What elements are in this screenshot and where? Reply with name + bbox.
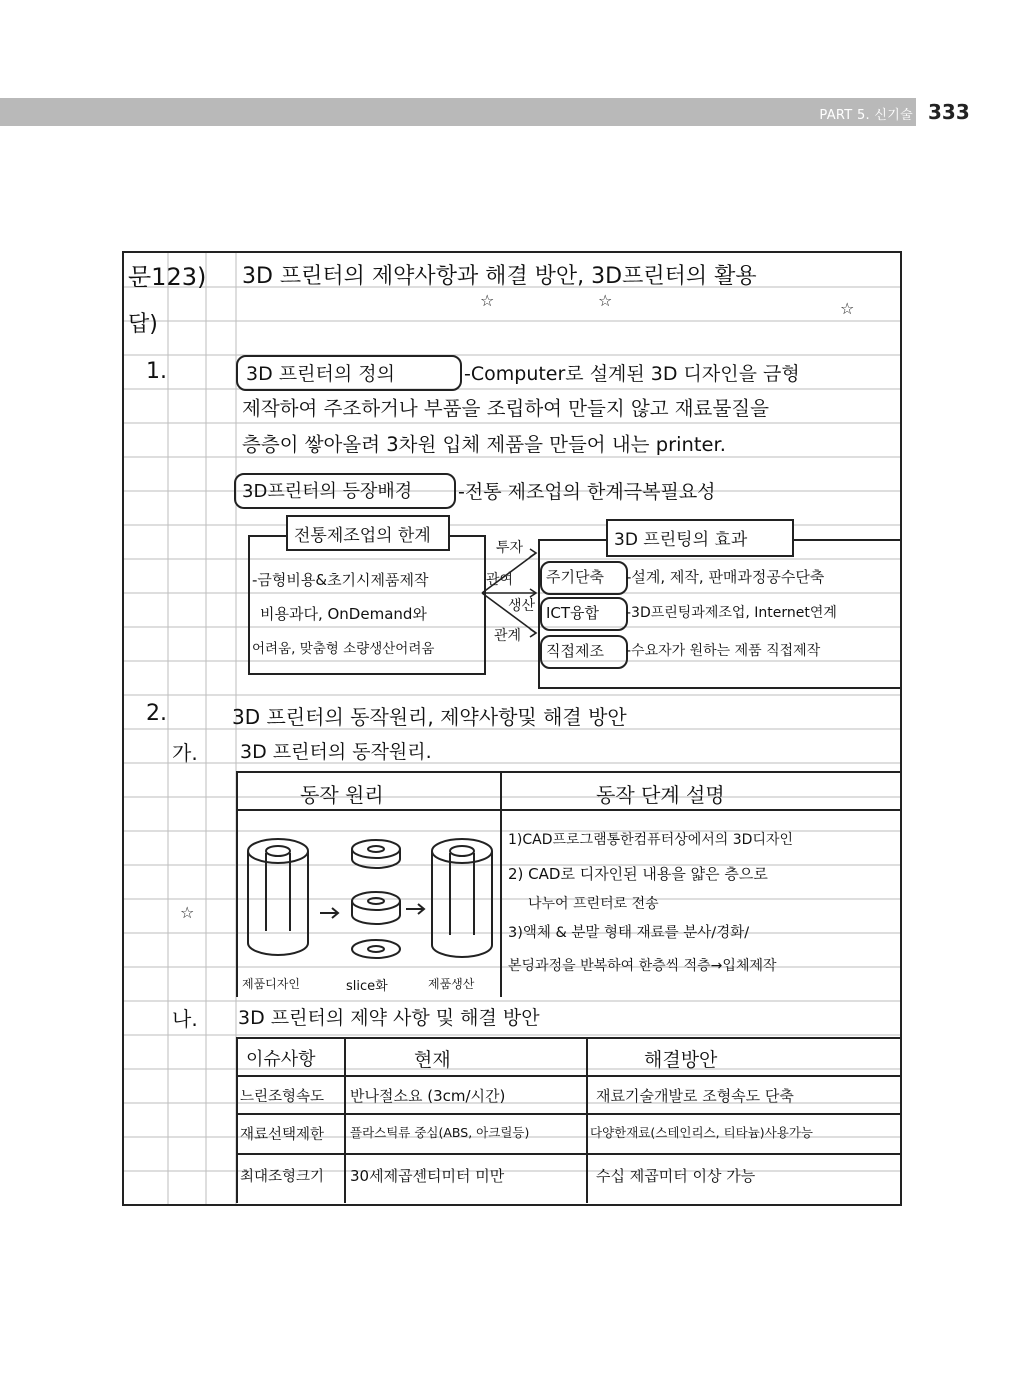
table-border xyxy=(236,1037,900,1039)
section1-number: 1. xyxy=(146,359,167,384)
star-icon: ☆ xyxy=(480,291,495,310)
diagram-label: 제품생산 xyxy=(428,977,475,991)
arrow-label: 투자 xyxy=(496,540,524,556)
arrow-label: 생산 xyxy=(508,598,536,614)
sub-a-title: 3D 프린터의 동작원리. xyxy=(240,741,432,763)
printing-diagram xyxy=(240,827,498,975)
table-border xyxy=(236,1037,238,1203)
table-cell: 다양한재료(스테인리스, 티타늄)사용가능 xyxy=(590,1125,813,1140)
table-border xyxy=(500,771,502,997)
diagram-label: 제품디자인 xyxy=(242,977,300,991)
question-title: 3D 프린터의 제약사항과 해결 방안, 3D프린터의 활용 xyxy=(242,264,757,289)
table-border xyxy=(344,1037,346,1203)
steps-header: 동작 단계 설명 xyxy=(596,783,725,807)
limitations-title: 전통제조업의 한계 xyxy=(294,526,431,546)
diagram-label: slice화 xyxy=(346,979,388,994)
connector-arrows xyxy=(480,533,540,663)
definition-line-2: 제작하여 주조하거나 부품을 조립하여 만들지 않고 재료물질을 xyxy=(242,397,769,420)
step-line: 2) CAD로 디자인된 내용을 얇은 층으로 xyxy=(508,865,768,883)
effect-tag: 주기단축 xyxy=(546,568,604,586)
table-border xyxy=(586,1037,588,1203)
section2-title: 3D 프린터의 동작원리, 제약사항및 해결 방안 xyxy=(232,705,627,729)
sub-b-number: 나. xyxy=(172,1007,198,1031)
sub-b-title: 3D 프린터의 제약 사항 및 해결 방안 xyxy=(238,1007,540,1029)
answer-label: 답) xyxy=(128,312,158,337)
effect-text: -설계, 제작, 판매과정공수단축 xyxy=(626,568,825,586)
effect-text: -수요자가 원하는 제품 직접제작 xyxy=(626,643,821,659)
background-text: -전통 제조업의 한계극복필요성 xyxy=(458,481,716,503)
arrow-label: 관여 xyxy=(486,572,514,588)
effect-tag: ICT융합 xyxy=(546,604,600,622)
star-icon: ☆ xyxy=(840,299,855,318)
principle-header: 동작 원리 xyxy=(300,783,384,807)
table-cell: 반나절소요 (3cm/시간) xyxy=(350,1087,506,1105)
effect-tag: 직접제조 xyxy=(546,642,604,660)
header-bar xyxy=(0,98,916,126)
table-border xyxy=(236,771,900,773)
issues-header: 이슈사항 xyxy=(246,1049,316,1070)
background-title: 3D프린터의 등장배경 xyxy=(242,481,413,502)
definition-line-3: 층층이 쌓아올려 3차원 입체 제품을 만들어 내는 printer. xyxy=(242,433,726,456)
table-cell: 30세제곱센티미터 미만 xyxy=(350,1167,505,1185)
table-cell: 느린조형속도 xyxy=(240,1089,325,1105)
table-cell: 최대조형크기 xyxy=(240,1169,325,1185)
star-icon: ☆ xyxy=(598,291,613,310)
limitation-item: 비용과다, OnDemand와 xyxy=(260,605,427,623)
table-border xyxy=(236,771,238,997)
sub-a-number: 가. xyxy=(172,741,198,765)
table-cell: 플라스틱류 중심(ABS, 아크릴등) xyxy=(350,1125,530,1140)
current-header: 현재 xyxy=(414,1049,451,1071)
table-cell: 수십 제곱미터 이상 가능 xyxy=(596,1167,756,1185)
definition-title: 3D 프린터의 정의 xyxy=(246,363,395,385)
star-icon: ☆ xyxy=(180,903,195,922)
step-line: 본딩과정을 반복하여 한층씩 적층→입체제작 xyxy=(508,958,777,974)
table-border xyxy=(236,1153,900,1155)
table-cell: 재료선택제한 xyxy=(240,1127,325,1143)
limitation-item: -금형비용&초기시제품제작 xyxy=(252,571,429,589)
page-number: 333 xyxy=(928,100,970,124)
question-label: 문123) xyxy=(128,263,207,291)
answer-sheet xyxy=(122,251,902,1206)
table-cell: 재료기술개발로 조형속도 단축 xyxy=(596,1087,794,1105)
table-border xyxy=(236,809,900,811)
step-line: 나누어 프린터로 전송 xyxy=(528,896,659,912)
table-border xyxy=(236,1075,900,1077)
definition-line-1: -Computer로 설계된 3D 디자인을 금형 xyxy=(464,363,800,385)
table-border xyxy=(236,1113,900,1115)
limitation-item: 어려움, 맞춤형 소량생산어려움 xyxy=(252,641,435,657)
solution-header: 해결방안 xyxy=(644,1049,718,1071)
part-label: PART 5. 신기술 xyxy=(819,108,913,123)
arrow-label: 관계 xyxy=(494,628,522,644)
section2-number: 2. xyxy=(146,701,167,726)
step-line: 1)CAD프로그램통한컴퓨터상에서의 3D디자인 xyxy=(508,832,794,848)
step-line: 3)액체 & 분말 형태 재료를 분사/경화/ xyxy=(508,925,750,941)
effect-text: -3D프린팅과제조업, Internet연계 xyxy=(626,605,837,621)
effects-title: 3D 프린팅의 효과 xyxy=(614,530,748,550)
